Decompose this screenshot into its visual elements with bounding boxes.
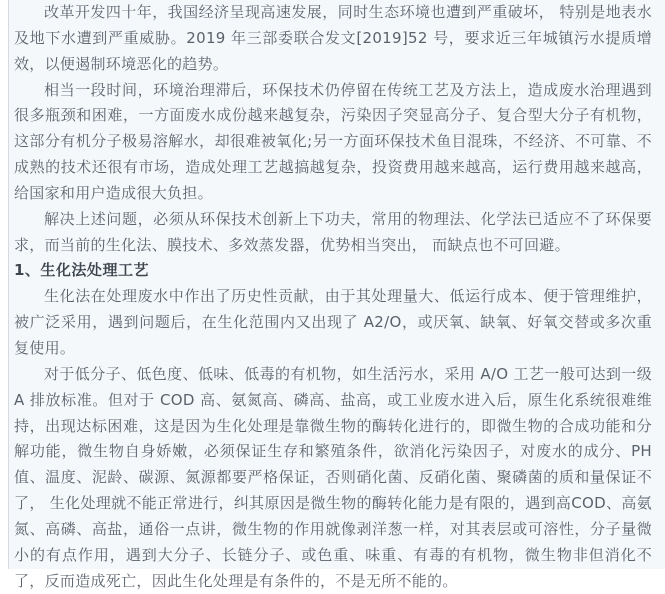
document-page bbox=[8, 0, 665, 590]
paragraph: 生化法在处理废水中作出了历史性贡献，由于其处理量大、低运行成本、便于管理维护，被广泛采用，遇到问题后，在生化范围内又出现了 A2/O，或厌氧、缺氧、好氧交替或多次重复使用。 bbox=[14, 287, 652, 357]
paragraph: 对于低分子、低色度、低味、低毒的有机物，如生活污水，采用 A/O 工艺一般可达到一级 A 排放标准。但对于 COD 高、氨氮高、磷高、盐高，或工业废水进入后，原生化系统很难维持，出现达标困难，这是因为生化处理是靠微生物的酶转化进行的，即微生物的合成功能和分解功能，微生物自身娇嫩，必须保证生存和繁殖条件，欲消化污染因子，对废水的成分、PH 值、温度、泥龄、碳源、氮源都要严格保证，否则硝化菌、反硝化菌、聚磷菌的质和量保证不了， 生化处理就不能正常进行，纠其原因是微生物的酶转化能力是有限的，遇到高COD、高氨氮、高磷、高盐，通俗一点讲，微生物的作用就像剥洋葱一样，对其表层或可溶性，分子量微小的有点作用，遇到大分子、长链分子、或色重、味重、有毒的有机物，微生物非但消化不了，反而造成死亡，因此生化处理是有条件的，不是无所不能的。 bbox=[14, 364, 652, 590]
document-body bbox=[14, 0, 652, 594]
paragraph: 相当一段时间，环境治理滞后，环保技术仍停留在传统工艺及方法上，造成废水治理遇到很多瓶颈和困难，一方面废水成份越来越复杂，污染因子突显高分子、复合型大分子有机物，这部分有机分子极易溶解水，却很难被氧化;另一方面环保技术鱼目混珠，不经济、不可靠、不成熟的技术还很有市场，造成处理工艺越搞越复杂，投资费用越来越高，运行费用越来越高，给国家和用户造成很大负担。 bbox=[14, 80, 652, 202]
section-heading: 1、生化法处理工艺 bbox=[14, 261, 149, 280]
paragraph: 解决上述问题，必须从环保技术创新上下功夫，常用的物理法、化学法已适应不了环保要求，而当前的生化法、膜技术、多效蒸发器，优势相当突出， 而缺点也不可回避。 bbox=[14, 209, 652, 254]
paragraph: 改革开发四十年，我国经济呈现高速发展，同时生态环境也遭到严重破坏， 特别是地表水及地下水遭到严重威胁。2019 年三部委联合发文[2019]52 号，要求近三年城镇污水提质增效，以便遏制环境恶化的趋势。 bbox=[14, 3, 652, 73]
